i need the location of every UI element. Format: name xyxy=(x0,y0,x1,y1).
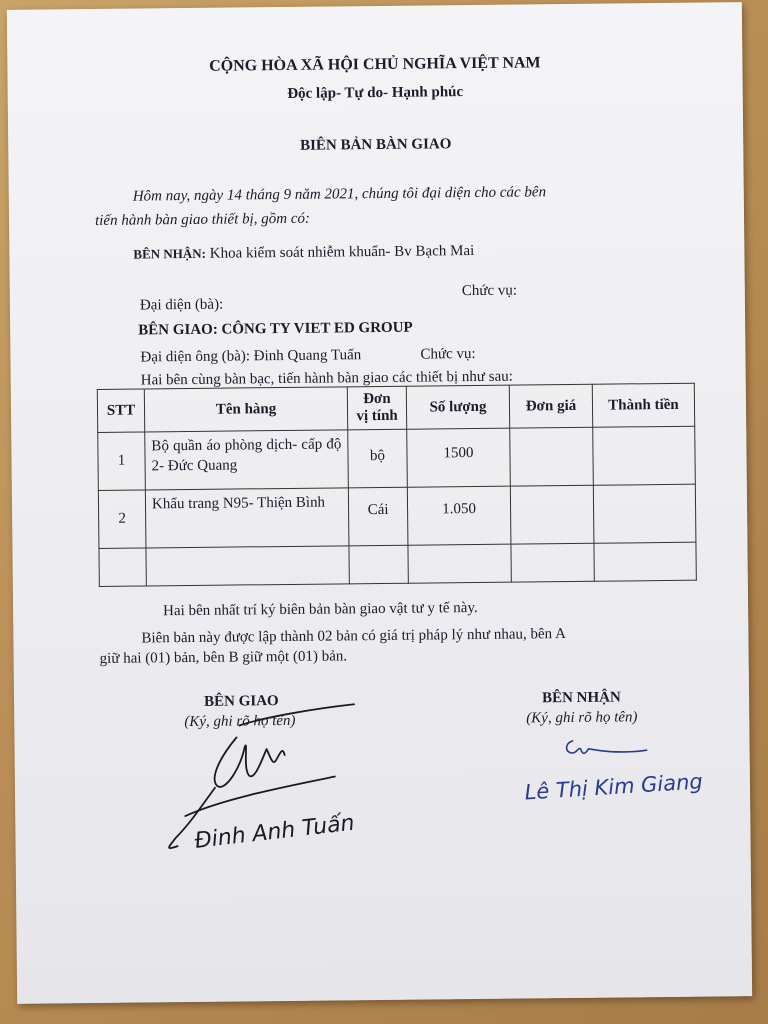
cell-name xyxy=(146,546,349,586)
motto: Độc lập- Tự do- Hạnh phúc xyxy=(287,84,464,102)
header-name: Tên hàng xyxy=(144,387,347,432)
cell-price xyxy=(510,427,594,486)
cell-name: Khẩu trang N95- Thiện Bình xyxy=(145,488,349,548)
receiver-position-label: Chức vụ: xyxy=(461,282,518,300)
cell-total xyxy=(594,542,696,581)
header-stt: STT xyxy=(97,389,144,432)
cell-qty: 1500 xyxy=(407,428,511,487)
header-unit xyxy=(347,386,406,430)
receiver-signed-name: Lê Thị Kim Giang xyxy=(523,769,704,805)
cell-qty: 1.050 xyxy=(407,486,511,545)
table-row xyxy=(99,542,696,586)
cell-total xyxy=(593,426,696,485)
cell-total xyxy=(593,484,696,543)
giver-signature xyxy=(144,696,386,869)
items-table xyxy=(97,383,697,587)
closing-line-3: giữ hai (01) bản, bên B giữ một (01) bản. xyxy=(99,648,348,667)
agreement-intro: Hai bên cùng bàn bạc, tiến hành bàn giao các thiết bị như sau: xyxy=(140,368,513,389)
intro-line-1: Hôm nay, ngày 14 tháng 9 năm 2021, chúng tôi đại diện cho các bên xyxy=(132,184,547,205)
table-header-row xyxy=(97,383,694,432)
cell-stt: 2 xyxy=(98,490,146,548)
cell-price xyxy=(510,485,594,544)
receiver-line xyxy=(133,243,474,264)
receiver-sign-note: (Ký, ghi rõ họ tên) xyxy=(526,709,638,727)
cell-name: Bộ quần áo phòng dịch- cấp độ 2- Đức Quang xyxy=(145,430,349,490)
table-row xyxy=(98,426,696,490)
cell-unit xyxy=(349,545,408,584)
header-unit-line2: vị tính xyxy=(356,407,398,425)
giver-rep-line: Đại diện ông (bà): Đinh Quang Tuấn xyxy=(140,347,362,366)
receiver-sign-title: BÊN NHẬN xyxy=(541,689,621,707)
cell-stt: 1 xyxy=(98,432,146,490)
giver-signed-name: Đinh Anh Tuấn xyxy=(193,810,356,854)
giver-label: BÊN GIAO: CÔNG TY VIET ED GROUP xyxy=(138,319,413,339)
closing-line-1: Hai bên nhất trí ký biên bản bàn giao vật tư y tế này. xyxy=(163,599,478,620)
country-heading: CỘNG HÒA XÃ HỘI CHỦ NGHĨA VIỆT NAM xyxy=(209,54,541,75)
giver-sign-title: BÊN GIAO xyxy=(203,693,279,710)
receiver-value: Khoa kiểm soát nhiễm khuẩn- Bv Bạch Mai xyxy=(209,242,475,262)
header-unit-line1: Đơn xyxy=(363,390,391,408)
cell-stt xyxy=(99,548,146,586)
document-page xyxy=(7,2,752,1004)
cell-price xyxy=(511,543,594,582)
receiver-label: BÊN NHẬN: xyxy=(133,245,207,262)
table-row xyxy=(98,484,696,548)
intro-line-2: tiến hành bàn giao thiết bị, gồm có: xyxy=(94,210,311,229)
header-qty: Số lượng xyxy=(406,385,509,429)
giver-position-label: Chức vụ: xyxy=(420,345,476,363)
receiver-rep-label: Đại diện (bà): xyxy=(139,296,224,314)
cell-qty xyxy=(408,544,511,583)
giver-sign-note: (Ký, ghi rõ họ tên) xyxy=(184,712,296,731)
cell-unit: bộ xyxy=(348,429,408,488)
document-title: BIÊN BẢN BÀN GIAO xyxy=(300,136,452,154)
header-price: Đơn giá xyxy=(509,384,592,428)
receiver-signature xyxy=(514,728,715,820)
cell-unit: Cái xyxy=(348,487,408,546)
closing-line-2: Biên bản này được lập thành 02 bản có giá trị pháp lý như nhau, bên A xyxy=(141,626,566,647)
header-total: Thành tiền xyxy=(592,383,694,427)
